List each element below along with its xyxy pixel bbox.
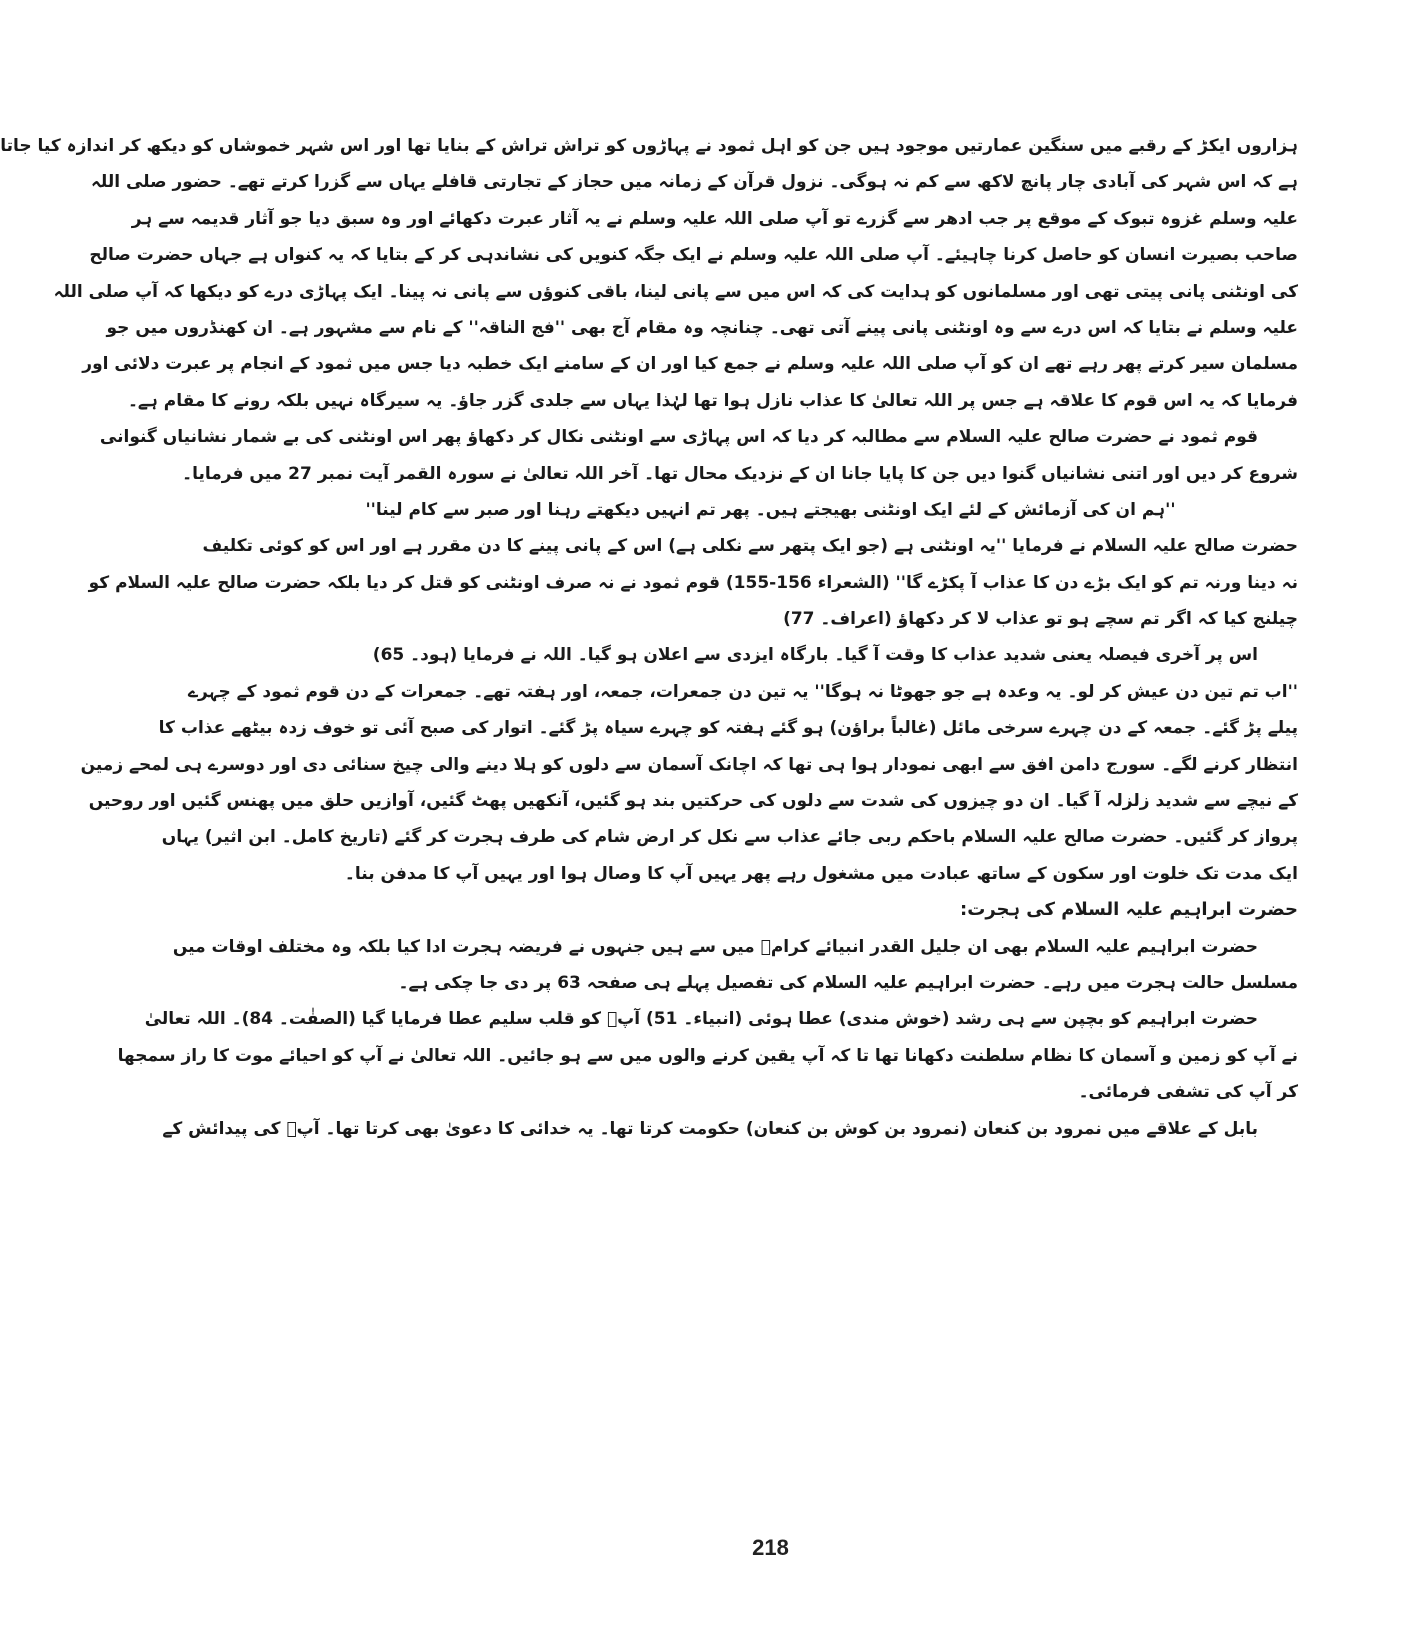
text-line: نہ دینا ورنہ تم کو ایک بڑے دن کا عذاب آ پکڑے گا'' (الشعراء 156-155) قوم ثمود نے نہ صرف اونٹنی کو قتل کر دیا بلکہ حضرت صالح علیہ السلام کو [88,572,1298,593]
text-line: کر آپ کی تشفی فرمائی۔ [1078,1082,1298,1103]
text-line: مسلسل حالت ہجرت میں رہے۔ حضرت ابراہیم علیہ السلام کی تفصیل پہلے ہی صفحہ 63 پر دی جا چکی ہے۔ [398,972,1298,993]
text-line: کی اونٹنی پانی پیتی تھی اور مسلمانوں کو ہدایت کی کہ اس میں سے پانی لینا، باقی کنوؤں سے پانی نہ پینا۔ ایک پہاڑی درے کو دیکھا کہ آپ صلی اللہ [53,281,1298,302]
text-line: پیلے پڑ گئے۔ جمعہ کے دن چہرے سرخی مائل (غالباً براؤن) ہو گئے ہفتہ کو چہرے سیاہ پڑ گئے۔ اتوار کی صبح آئی تو خوف زدہ بیٹھے عذاب کا [158,718,1298,739]
page-number: 218 [752,1535,789,1560]
body-text [0,128,1298,1147]
text-line: حضرت ابراہیم کو بچپن سے ہی رشد (خوش مندی) عطا ہوئی (انبیاء۔ 51) آپؑ کو قلب سلیم عطا فرمایا گیا (الصفٰت۔ 84)۔ اللہ تعالیٰ [144,1009,1258,1030]
text-line: مسلمان سیر کرتے پھر رہے تھے ان کو آپ صلی اللہ علیہ وسلم نے جمع کیا اور ان کے سامنے ایک خطبہ دیا جس میں ثمود کے انجام پر عبرت دلائی اور [82,354,1298,375]
section-heading: حضرت ابراہیم علیہ السلام کی ہجرت: [960,899,1298,921]
text-line: ہے کہ اس شہر کی آبادی چار پانچ لاکھ سے کم نہ ہوگی۔ نزول قرآن کے زمانہ میں حجاز کے تجارتی قافلے یہاں سے گزرا کرتے تھے۔ حضور صلی اللہ [90,172,1298,193]
text-line: ''اب تم تین دن عیش کر لو۔ یہ وعدہ ہے جو جھوٹا نہ ہوگا'' یہ تین دن جمعرات، جمعہ، اور ہفتہ تھے۔ جمعرات کے دن قوم ثمود کے چہرے [187,681,1298,702]
quote-line: ''ہم ان کی آزمائش کے لئے ایک اونٹنی بھیجتے ہیں۔ پھر تم انہیں دیکھتے رہنا اور صبر سے کام لینا'' [365,499,1176,520]
text-line: پرواز کر گئیں۔ حضرت صالح علیہ السلام باحکم ربی جائے عذاب سے نکل کر ارض شام کی طرف ہجرت کر گئے (تاریخ کامل۔ ابن اثیر) یہاں [161,827,1298,848]
text-line: انتظار کرنے لگے۔ سورج دامن افق سے ابھی نمودار ہوا ہی تھا کہ اچانک آسمان سے دلوں کو ہلا دینے والی چیخ سنائی دی اور دوسرے ہی لمحے زمین [80,754,1298,775]
text-line: قوم ثمود نے حضرت صالح علیہ السلام سے مطالبہ کر دیا کہ اس پہاڑی سے اونٹنی نکال کر دکھاؤ پھر اس اونٹنی کی بے شمار نشانیاں گنوانی [99,427,1258,448]
text-line: علیہ وسلم غزوہ تبوک کے موقع پر جب ادھر سے گزرے تو آپ صلی اللہ علیہ وسلم نے یہ آثار عبرت دکھائے اور وہ سبق دیا جو آثار قدیمہ سے ہر [131,208,1298,229]
text-line: چیلنج کیا کہ اگر تم سچے ہو تو عذاب لا کر دکھاؤ (اعراف۔ 77) [783,609,1298,630]
text-line: کے نیچے سے شدید زلزلہ آ گیا۔ ان دو چیزوں کی شدت سے دلوں کی حرکتیں بند ہو گئیں، آنکھیں پھٹ گئیں، آوازیں حلق میں پھنس گئیں اور روحیں [88,791,1298,812]
text-line: حضرت ابراہیم علیہ السلام بھی ان جلیل القدر انبیائے کرامؑ میں سے ہیں جنہوں نے فریضہ ہجرت ادا کیا بلکہ وہ مختلف اوقات میں [172,936,1258,957]
text-line: علیہ وسلم نے بتایا کہ اس درے سے وہ اونٹنی پانی پینے آتی تھی۔ چنانچہ وہ مقام آج بھی ''فج الناقہ'' کے نام سے مشہور ہے۔ ان کھنڈروں میں جو [106,317,1298,338]
text-line: ایک مدت تک خلوت اور سکون کے ساتھ عبادت میں مشغول رہے پھر یہیں آپ کا وصال ہوا اور یہیں آپ کا مدفن بنا۔ [344,863,1298,884]
text-line: ہزاروں ایکڑ کے رقبے میں سنگین عمارتیں موجود ہیں جن کو اہل ثمود نے پہاڑوں کو تراش تراش کے بنایا تھا اور اس شہر خموشاں کو دیکھ کر اندازہ کیا جاتا [0,136,1298,156]
text-line: حضرت صالح علیہ السلام نے فرمایا ''یہ اونٹنی ہے (جو ایک پتھر سے نکلی ہے) اس کے پانی پینے کا دن مقرر ہے اور اس کو کوئی تکلیف [202,536,1298,557]
text-line: فرمایا کہ یہ اس قوم کا علاقہ ہے جس پر اللہ تعالیٰ کا عذاب نازل ہوا تھا لہٰذا یہاں سے جلدی گزر جاؤ۔ یہ سیرگاہ نہیں بلکہ رونے کا مقام ہے۔ [127,390,1298,411]
text-line: شروع کر دیں اور اتنی نشانیاں گنوا دیں جن کا پایا جانا ان کے نزدیک محال تھا۔ آخر اللہ تعالیٰ نے سورہ القمر آیت نمبر 27 میں فرمایا۔ [182,463,1298,484]
text-line: صاحب بصیرت انسان کو حاصل کرنا چاہیئے۔ آپ صلی اللہ علیہ وسلم نے ایک جگہ کنویں کی نشاندہی کر کے بتایا کہ یہ کنواں ہے جہاں حضرت صالح [89,245,1298,266]
text-line: بابل کے علاقے میں نمرود بن کنعان (نمرود بن کوش بن کنعان) حکومت کرتا تھا۔ یہ خدائی کا دعویٰ بھی کرتا تھا۔ آپؑ کی پیدائش کے [162,1118,1258,1139]
text-line: نے آپ کو زمین و آسمان کا نظام سلطنت دکھانا تھا تا کہ آپ یقین کرنے والوں میں سے ہو جائیں۔ اللہ تعالیٰ نے آپ کو احیائے موت کا راز سمجھا [117,1045,1298,1066]
text-line: اس پر آخری فیصلہ یعنی شدید عذاب کا وقت آ گیا۔ بارگاہ ایزدی سے اعلان ہو گیا۔ اللہ نے فرمایا (ہود۔ 65) [372,645,1258,666]
